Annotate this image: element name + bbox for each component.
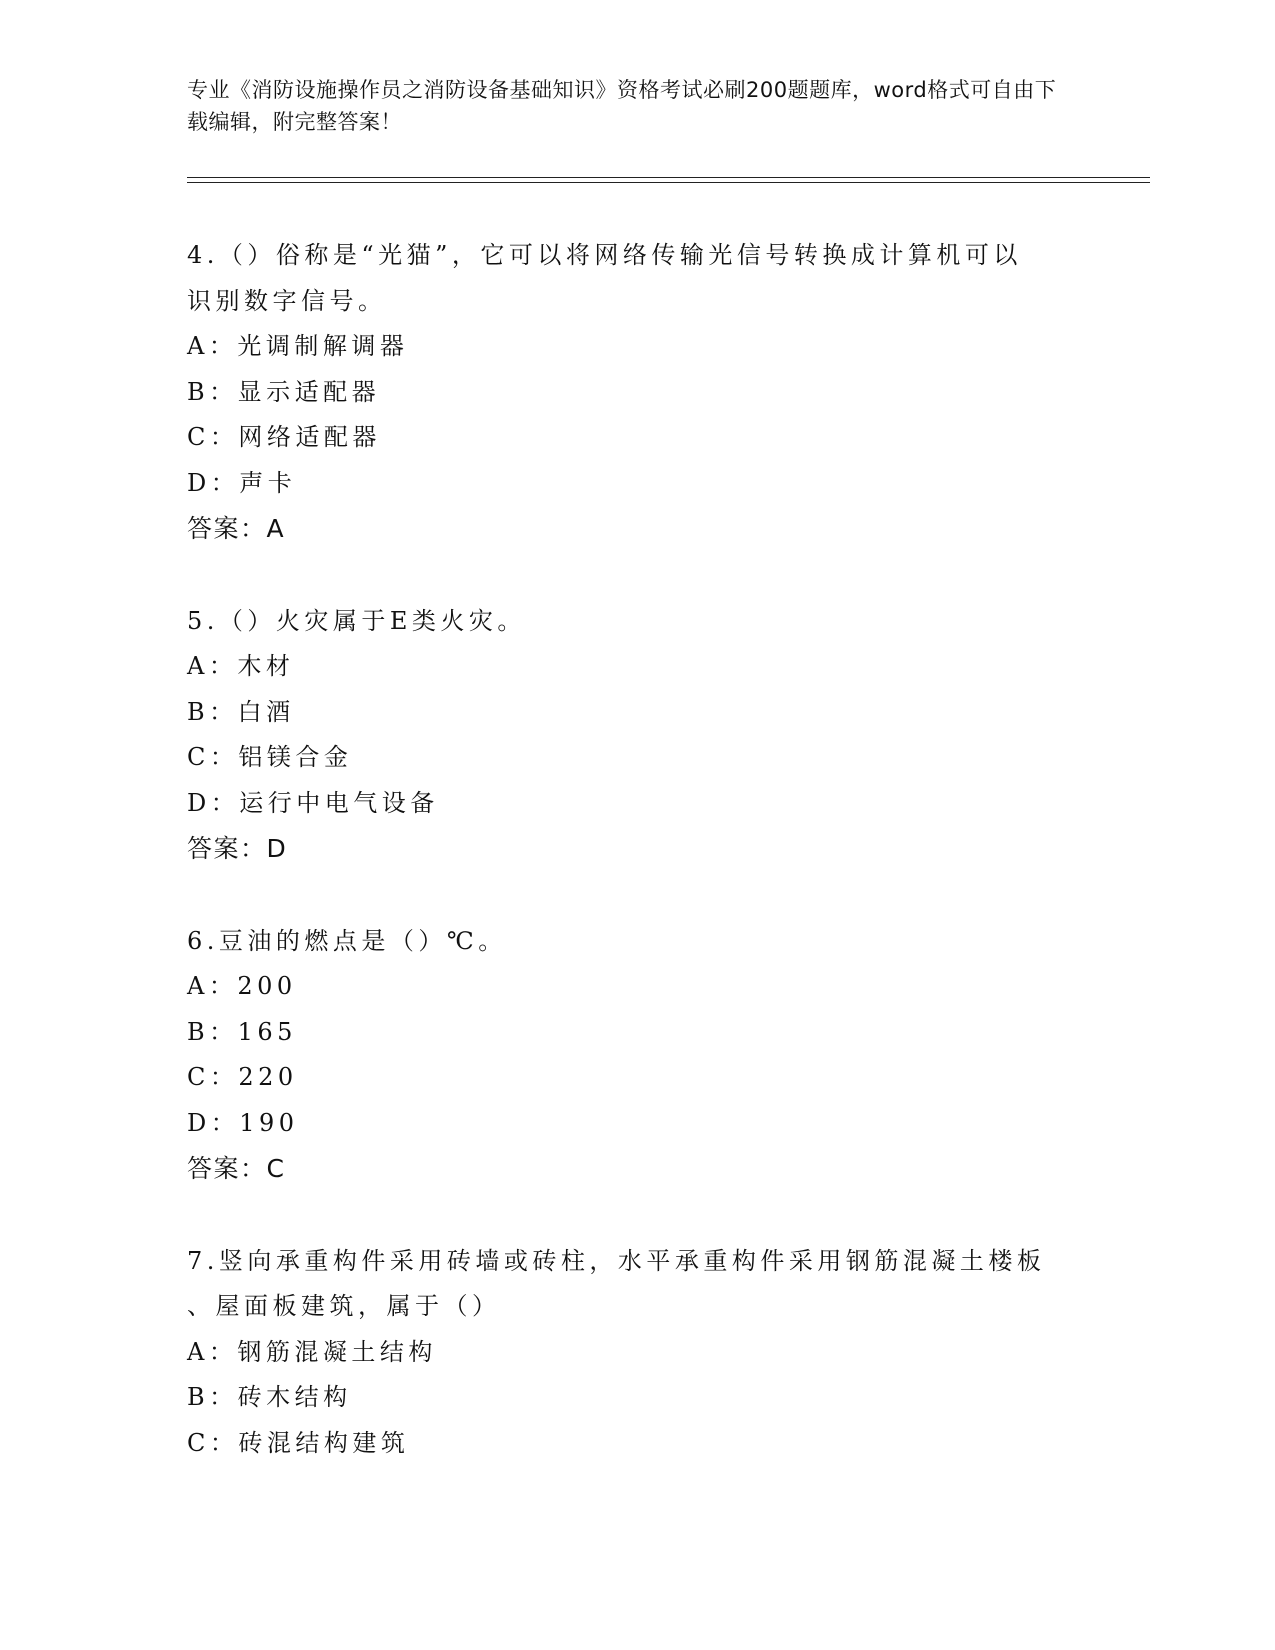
option-text: 铝镁合金: [238, 743, 353, 771]
answer-line: 答案：C: [187, 1154, 286, 1183]
option-a: [187, 324, 1087, 370]
option-key: A：: [187, 972, 238, 1000]
option-text: 白酒: [237, 697, 295, 726]
option-c: [187, 1055, 1087, 1101]
option-text: 220: [238, 1063, 298, 1091]
question-stem-line: 识别数字信号。: [187, 286, 387, 315]
option-text: 光调制解调器: [237, 332, 409, 360]
option-a: [187, 644, 1087, 690]
document-header: 专业《消防设施操作员之消防设备基础知识》资格考试必刷200题题库，word格式可自由下载编辑，附完整答案！: [187, 78, 1057, 134]
option-key: B：: [187, 1383, 238, 1411]
option-key: B：: [187, 697, 238, 726]
option-text: 声卡: [239, 468, 297, 497]
question-list: [187, 233, 1087, 1466]
option-key: C：: [187, 1063, 239, 1091]
option-text: 钢筋混凝土结构: [237, 1337, 437, 1366]
question-5: [187, 599, 1087, 872]
option-key: D：: [187, 468, 240, 497]
option-key: D：: [187, 788, 240, 817]
option-d: [187, 1101, 1087, 1147]
option-text: 木材: [237, 652, 295, 680]
option-d: [187, 461, 1087, 507]
answer-line: 答案：D: [187, 834, 288, 863]
question-6: [187, 919, 1087, 1192]
question-spacer: [187, 552, 1087, 599]
option-d: [187, 781, 1087, 827]
option-key: A：: [187, 332, 238, 360]
option-text: 显示适配器: [237, 377, 381, 406]
option-text: 砖木结构: [237, 1383, 352, 1411]
question-stem-line: 7.竖向承重构件采用砖墙或砖柱，水平承重构件采用钢筋混凝土楼板: [187, 1246, 1046, 1275]
option-text: 运行中电气设备: [239, 788, 439, 817]
option-text: 网络适配器: [238, 423, 381, 451]
question-4: [187, 233, 1087, 552]
question-stem-line: 、屋面板建筑，属于（）: [187, 1292, 501, 1320]
option-a: [187, 964, 1087, 1010]
option-key: D：: [187, 1108, 240, 1137]
option-key: C：: [187, 1428, 239, 1457]
option-text: 190: [239, 1108, 299, 1137]
header-divider-top: [187, 177, 1150, 178]
question-7: [187, 1239, 1087, 1467]
option-c: [187, 415, 1087, 461]
option-c: [187, 735, 1087, 781]
option-b: [187, 1375, 1087, 1421]
option-a: [187, 1330, 1087, 1376]
option-b: [187, 370, 1087, 416]
option-key: B：: [187, 1017, 238, 1046]
option-key: A：: [187, 652, 238, 680]
question-spacer: [187, 1192, 1087, 1239]
option-b: [187, 690, 1087, 736]
option-key: C：: [187, 423, 239, 451]
question-spacer: [187, 872, 1087, 919]
header-divider-bottom: [187, 182, 1150, 183]
option-key: A：: [187, 1337, 238, 1366]
answer-line: 答案：A: [187, 514, 286, 543]
option-key: C：: [187, 743, 239, 771]
option-text: 165: [237, 1017, 297, 1046]
option-c: [187, 1421, 1087, 1467]
option-text: 200: [237, 972, 297, 1000]
option-b: [187, 1010, 1087, 1056]
option-text: 砖混结构建筑: [238, 1428, 410, 1457]
question-stem-line: 4.（）俗称是“光猫”，它可以将网络传输光信号转换成计算机可以: [187, 241, 1022, 269]
question-stem-line: 6.豆油的燃点是（）℃。: [187, 926, 507, 955]
option-key: B：: [187, 377, 238, 406]
question-stem-line: 5.（）火灾属于E类火灾。: [187, 606, 526, 635]
